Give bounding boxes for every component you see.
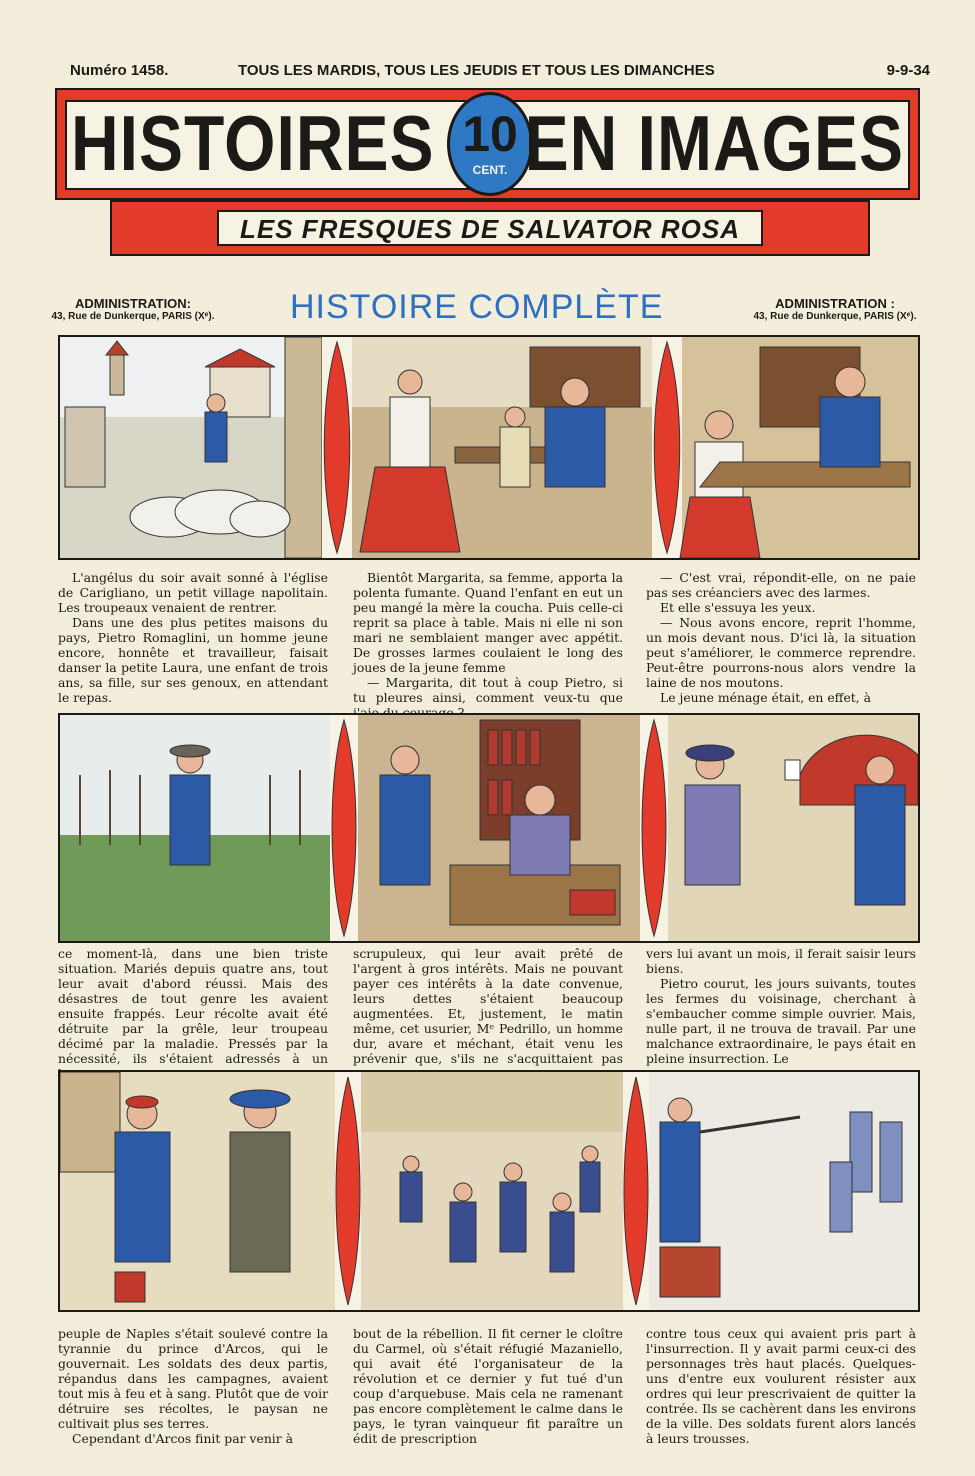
paragraph: contre tous ceux qui avaient pris part à l'insurrection. Il y avait parmi ceux-ci des personnages très haut placés. Quelques-uns d'entre eux voulurent résister aux ordres qui leur prescrivaient de quitter la contrée. Ils se cachèrent dans les environs de la ville. Des soldats furent alors lancés à leurs trousses.	[646, 1326, 916, 1446]
administration-left	[48, 296, 218, 322]
panel-soldiers-firing	[649, 1072, 918, 1310]
panel-two-peasants	[60, 1072, 335, 1310]
text-block-2	[58, 946, 920, 1076]
text-column	[353, 1326, 623, 1446]
text-column	[353, 946, 623, 1081]
title-en-images: EN IMAGES	[524, 99, 904, 187]
paragraph: — Nous avons encore, reprit l'homme, un mois devant nous. D'ici là, la situation peut s'améliorer, le commerce reprendre. Peut-être pourrons-nous alors vendre la laine de nos moutons.	[646, 615, 916, 690]
text-column	[58, 570, 328, 705]
paragraph: — Margarita, dit tout à coup Pietro, si tu pleures ainsi, comment veux-tu que	[353, 675, 623, 705]
administration-right	[745, 296, 925, 322]
text-column	[58, 946, 328, 1081]
panel-usurer-warning	[668, 715, 918, 941]
admin-address: 43, Rue de Dunkerque, PARIS (Xᵉ).	[753, 311, 917, 322]
panel-divider	[322, 337, 352, 558]
paragraph: Cependant d'Arcos finit par venir à	[72, 1431, 294, 1446]
paragraph: bout de la rébellion. Il fit cerner le cloître du Carmel, où s'était réfugié Mazaniello, qui avait été l'organisateur de la révolution et ce dernier y fut tué d'un coup d'arquebuse. Mais cela ne ramenant pas encore complètement le calme dans le pays, le tyran vainqueur fit paraître un édit de prescription	[353, 1326, 623, 1446]
text-block-1	[58, 570, 920, 705]
illustration-strip-1	[58, 335, 920, 560]
panel-village-shepherd	[60, 337, 322, 558]
illustration-strip-2	[58, 713, 920, 943]
panel-couple-table	[680, 337, 918, 558]
paragraph: peuple de Naples s'était soulevé contre la tyrannie du prince d'Arcos, qui le gouvernait. Les soldats des deux partis, répandus dans les campagnes, avaient tout mis à feu et à sang. Plutôt que de voir détruire ses récoltes, le paysan ne cultivait plus ses terres.	[58, 1326, 328, 1431]
panel-divider	[623, 1072, 649, 1310]
issue-date: 9-9-34	[886, 62, 930, 79]
text-column	[646, 570, 916, 705]
paragraph: L'angélus du soir avait sonné à l'église de Carigliano, un petit village napolitain. Les troupeaux venaient de rentrer.	[58, 570, 328, 615]
price-value: 10	[462, 106, 518, 162]
paragraph: Pietro courut, les jours suivants, toutes les fermes du voisinage, cherchant à s'embaucher comme simple ouvrier. Mais, nulle part, il ne trouva de travail. Par une malchance extraordinaire, le pays était en pleine insurrection. Le	[646, 976, 916, 1066]
story-title-banner	[110, 200, 870, 256]
top-info-line	[70, 62, 930, 82]
paragraph: — C'est vrai, répondit-elle, on ne paie pas ses créanciers avec des larmes.	[646, 570, 916, 600]
admin-address: 43, Rue de Dunkerque, PARIS (Xᵉ).	[51, 311, 215, 322]
story-title: LES FRESQUES DE SALVATOR ROSA	[217, 210, 763, 246]
paragraph: ce moment-là, dans une bien triste situation. Mariés depuis quatre ans, tout leur avait d'abord réussi. Mais des désastres de tout genre les avaient ensuite frappés. Leur récolte avait été détruite par la grêle, leur troupeau décimé par la maladie. Pressés par la nécessité, ils s'étaient adressés à un	[58, 946, 328, 1066]
complete-story-stamp: HISTOIRE COMPLÈTE	[290, 288, 664, 326]
admin-label: ADMINISTRATION:	[74, 296, 192, 311]
text-column	[646, 946, 916, 1066]
price-unit: CENT.	[472, 163, 508, 177]
price-badge	[447, 92, 533, 196]
text-block-3	[58, 1326, 920, 1456]
admin-label: ADMINISTRATION :	[775, 296, 895, 311]
text-column	[58, 1326, 328, 1446]
paragraph: Et elle s'essuya les yeux.	[660, 600, 816, 615]
issue-number: Numéro 1458.	[70, 62, 169, 79]
panel-divider	[330, 715, 358, 941]
paragraph: Dans une des plus petites maisons du pays, Pietro Romaglini, un homme jeune encore, honnête et travailleur, faisait danser la petite Laura, une enfant de trois ans, sa fille, sur ses genoux, en attendant le repas.	[58, 615, 328, 705]
panel-orchard-walk	[60, 715, 330, 941]
panel-divider	[652, 337, 682, 558]
panel-divider	[335, 1072, 361, 1310]
panel-family-meal	[352, 337, 652, 558]
panel-usurer-office	[358, 715, 640, 941]
text-column	[353, 570, 623, 720]
text-column	[646, 1326, 916, 1446]
paragraph: scrupuleux, qui leur avait prêté de l'argent à gros intérêts. Mais ne pouvant payer ces intérêts à la date convenue, leurs dettes s'étaient beaucoup augmentées. Et, justement, le matin même, cet usurier, Mᵉ Pedrillo, un homme dur, avare et méchant, était venu les prévenir que, s'ils ne s'acquittaient pas	[353, 946, 623, 1066]
masthead	[55, 88, 920, 200]
paragraph: vers lui avant un mois, il ferait saisir leurs biens.	[646, 946, 916, 976]
title-histoires: HISTOIRES	[71, 99, 435, 187]
illustration-strip-3	[58, 1070, 920, 1312]
publication-schedule: TOUS LES MARDIS, TOUS LES JEUDIS ET TOUS LES DIMANCHES	[238, 62, 715, 79]
panel-divider	[640, 715, 668, 941]
panel-street-fight	[361, 1072, 623, 1310]
paragraph: Le jeune ménage était, en effet, à	[660, 690, 872, 705]
paragraph: Bientôt Margarita, sa femme, apporta la polenta fumante. Quand l'enfant en eut un peu mangé la mère la coucha. Puis celle-ci reprit sa place à table. Mais ni elle ni son mari ne semblaient manger avec appétit. De grosses larmes coulaient le long des joues de la jeune femme	[353, 570, 623, 675]
